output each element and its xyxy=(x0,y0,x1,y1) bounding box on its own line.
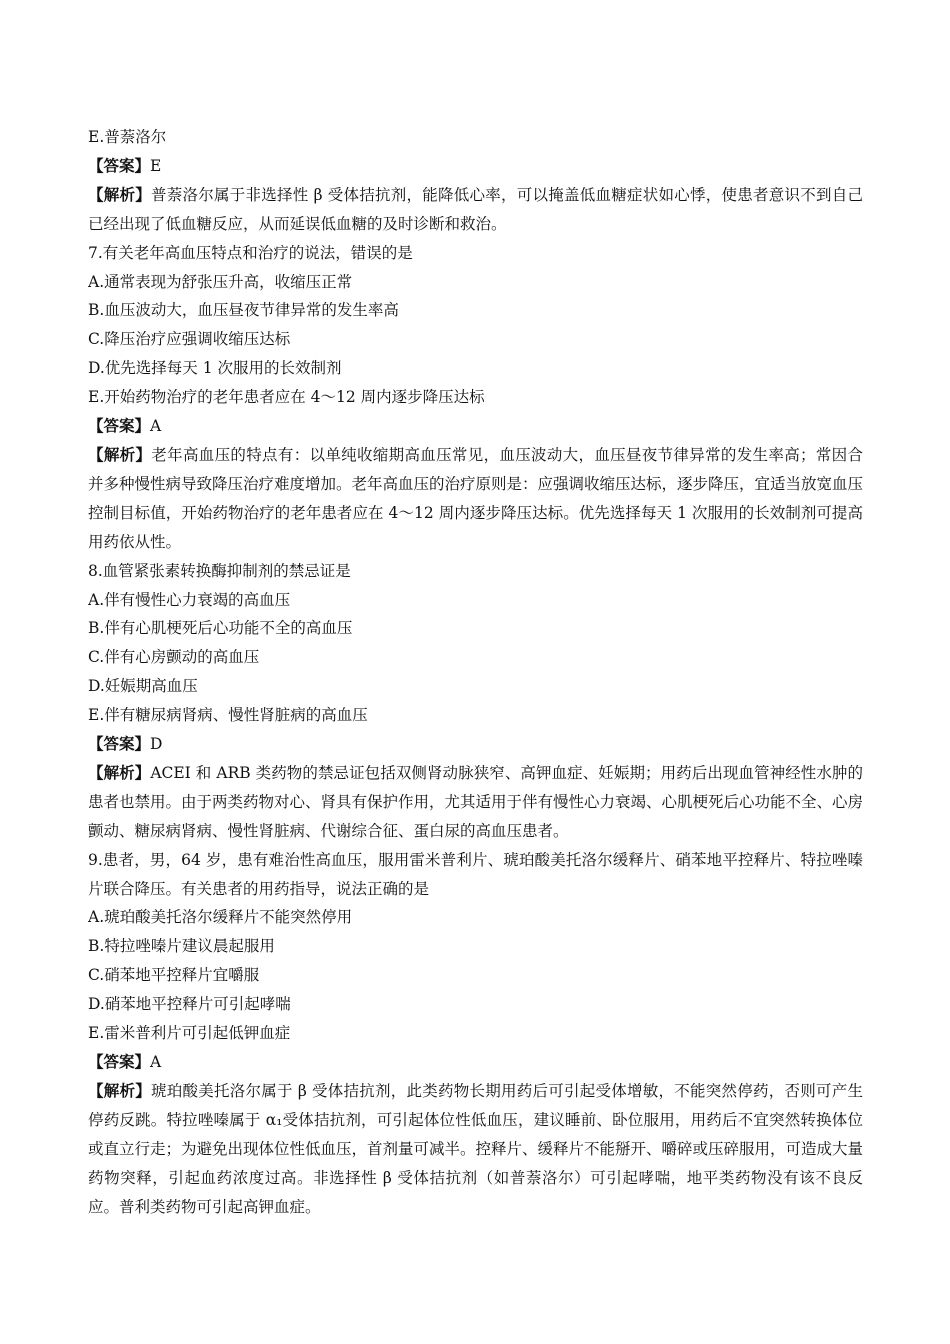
q9-stem: 9.患者，男，64 岁，患有难治性高血压，服用雷米普利片、琥珀酸美托洛尔缓释片、硝苯地平控释片、特拉唑嗪片联合降压。有关患者的用药指导，说法正确的是 xyxy=(88,850,863,898)
q8-option-e: E.伴有糖尿病肾病、慢性肾脏病的高血压 xyxy=(88,706,368,725)
q8-option-c: C.伴有心房颤动的高血压 xyxy=(88,648,260,667)
q9-option-e: E.雷米普利片可引起低钾血症 xyxy=(88,1024,291,1043)
q7-option-e: E.开始药物治疗的老年患者应在 4～12 周内逐步降压达标 xyxy=(88,388,485,407)
q7-stem: 7.有关老年高血压特点和治疗的说法，错误的是 xyxy=(88,243,413,262)
q8-option-d: D.妊娠期高血压 xyxy=(88,677,198,696)
q6-answer: 【答案】E xyxy=(88,155,162,175)
q8-analysis: 【解析】ACEI 和 ARB 类药物的禁忌证包括双侧肾动脉狭窄、高钾血症、妊娠期；用药后出现血管神经性水肿的患者也禁用。由于两类药物对心、肾具有保护作用，尤其适用于伴有慢性心力衰竭、心肌梗死后心功能不全、心房颤动、糖尿病肾病、慢性肾脏病、代谢综合征、蛋白尿的高血压患者。 xyxy=(88,762,864,840)
q6-option-e: E.普萘洛尔 xyxy=(88,128,167,146)
q8-answer: 【答案】D xyxy=(88,734,163,754)
q7-answer: 【答案】A xyxy=(88,416,162,436)
q7-option-c: C.降压治疗应强调收缩压达标 xyxy=(88,330,291,349)
document-page xyxy=(88,123,863,1221)
q7-option-b: B.血压波动大，血压昼夜节律异常的发生率高 xyxy=(88,301,399,320)
q8-option-b: B.伴有心肌梗死后心功能不全的高血压 xyxy=(88,619,353,638)
q9-answer: 【答案】A xyxy=(88,1052,162,1071)
q8-stem: 8.血管紧张素转换酶抑制剂的禁忌证是 xyxy=(88,561,351,580)
q9-option-d: D.硝苯地平控释片可引起哮喘 xyxy=(88,995,291,1014)
q9-option-b: B.特拉唑嗪片建议晨起服用 xyxy=(88,937,275,956)
q8-option-a: A.伴有慢性心力衰竭的高血压 xyxy=(88,590,291,609)
q7-option-a: A.通常表现为舒张压升高，收缩压正常 xyxy=(88,272,353,291)
q7-analysis: 【解析】老年高血压的特点有：以单纯收缩期高血压常见，血压波动大，血压昼夜节律异常的发生率高；常因合并多种慢性病导致降压治疗难度增加。老年高血压的治疗原则是：应强调收缩压达标，逐步降压，宜适当放宽血压控制目标值，开始药物治疗的老年患者应在 4～12 周内逐步降压达标。优先选择每天 1 次服用的长效制剂可提高用药依从性。 xyxy=(88,444,864,551)
q9-analysis: 【解析】琥珀酸美托洛尔属于 β 受体拮抗剂，此类药物长期用药后可引起受体增敏，不能突然停药，否则可产生停药反跳。特拉唑嗪属于 α₁受体拮抗剂，可引起体位性低血压，建议睡前、卧位服用，用药后不宜突然转换体位或直立行走；为避免出现体位性低血压，首剂量可减半。控释片、缓释片不能掰开、嚼碎或压碎服用，可造成大量药物突释，引起血药浓度过高。非选择性 β 受体拮抗剂（如普萘洛尔）可引起哮喘，地平类药物没有该不良反应。普利类药物可引起高钾血症。 xyxy=(88,1080,864,1216)
q9-option-a: A.琥珀酸美托洛尔缓释片不能突然停用 xyxy=(88,908,353,927)
q7-option-d: D.优先选择每天 1 次服用的长效制剂 xyxy=(88,359,342,378)
q6-analysis: 【解析】普萘洛尔属于非选择性 β 受体拮抗剂，能降低心率，可以掩盖低血糖症状如心悸，使患者意识不到自己已经出现了低血糖反应，从而延误低血糖的及时诊断和救治。 xyxy=(88,184,863,233)
q9-option-c: C.硝苯地平控释片宜嚼服 xyxy=(88,966,260,985)
